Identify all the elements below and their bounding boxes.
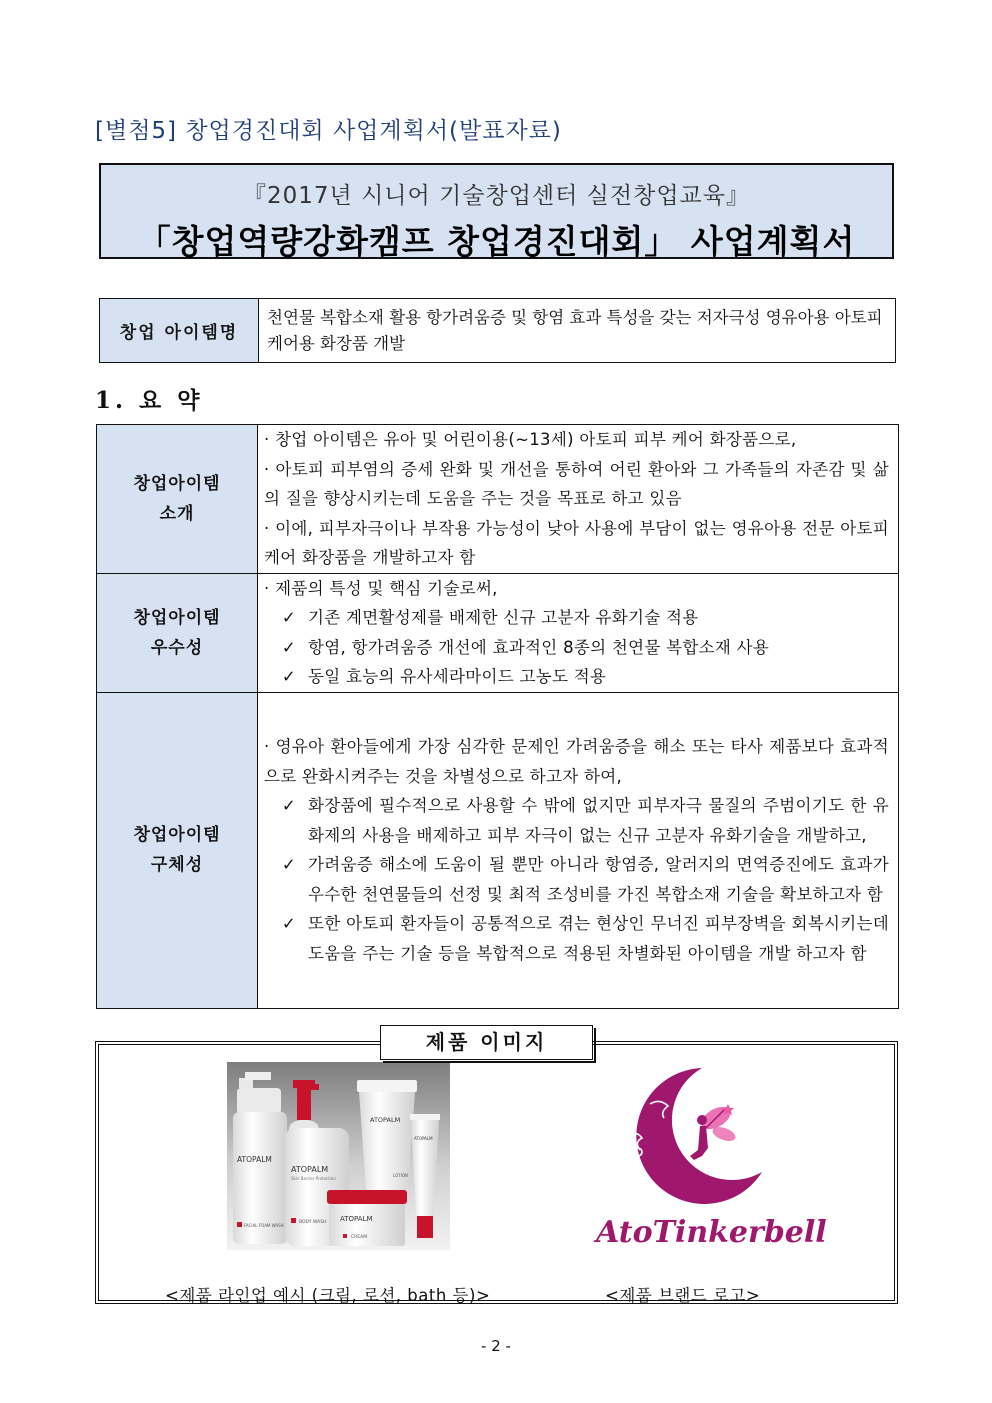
checklist-text: 가려움증 해소에 도움이 될 뿐만 아니라 항염증, 알러지의 면역증진에도 효과가 우수한 천연물들의 선정 및 최적 조성비를 가진 복합소재 기술을 확보하고자 함 [308,855,889,904]
summary-label-concreteness [97,692,258,1008]
check-icon: ✓ [281,855,296,874]
startup-item-label: 창업 아이템명 [100,299,259,363]
intro-paragraph-2: · 아토피 피부염의 증세 완화 및 개선을 통하여 어린 환아와 그 가족들의 자존감 및 삶의 질을 향상시키는데 도움을 주는 것을 목표로 하고 있음 [264,459,889,508]
foam-product-label: FACIAL FOAM WASH [244,1223,284,1228]
checklist-item [264,662,889,692]
summary-row-concreteness [97,692,899,1008]
brand-logo [590,1064,827,1254]
title-subtitle: 『2017년 시니어 기술창업센터 실전창업교육』 [243,183,750,209]
caption-product-lineup: <제품 라인업 예시 (크림, 로션, bath 등)> [165,1286,491,1305]
summary-label-intro [97,425,258,574]
check-icon: ✓ [281,796,296,815]
checklist-text: 기존 계면활성제를 배제한 신규 고분자 유화기술 적용 [308,608,699,627]
section-title: 1. 요 약 [95,387,204,414]
checklist-text: 동일 효능의 유사세라마이드 고농도 적용 [308,667,607,686]
page-number: - 2 - [481,1337,511,1355]
label-line: 창업아이템 [133,473,221,494]
concreteness-lead: · 영유아 환아들에게 가장 심각한 문제인 가려움증을 해소 또는 타사 제품보다 효과적으로 완화시켜주는 것을 차별성으로 하고자 하여, [264,737,889,786]
label-line: 소개 [159,503,195,524]
document-title-box [99,163,894,259]
summary-row-excellence [97,573,899,692]
title-main: 「창업역량강화캠프 창업경진대회」 사업계획서 [137,222,856,261]
foam-brand-label: ATOPALM [237,1155,272,1164]
body-brand-label: ATOPALM [291,1165,329,1174]
attachment-label: [별첨5] 창업경진대회 사업계획서(발표자료) [95,118,562,144]
logo-wordmark: AtoTinkerbell [596,1215,827,1250]
tube-product-label: LOTION [393,1173,408,1178]
summary-value-excellence [258,573,899,692]
check-icon: ✓ [281,608,296,627]
summary-row-intro [97,425,899,574]
label-line: 창업아이템 [133,607,221,628]
startup-item-value: 천연물 복합소재 활용 항가려움증 및 항염 효과 특성을 갖는 저자극성 영유아용 아토피 케어용 화장품 개발 [259,299,896,363]
slim-tube-brand-label: ATOPALM [414,1136,433,1141]
intro-paragraph-3: · 이에, 피부자극이나 부작용 가능성이 낮아 사용에 부담이 없는 영유아용 전문 아토피 케어 화장품을 개발하고자 함 [264,518,889,567]
product-lineup-photo [227,1062,450,1250]
body-sub-label: Skin Barrier Protection [291,1176,336,1181]
checklist-item [264,603,889,633]
caption-brand-logo: <제품 브랜드 로고> [605,1286,761,1305]
product-image-tab: 제품 이미지 [380,1025,593,1060]
body-product-label: BODY WASH [299,1220,327,1225]
checklist-text: 또한 아토피 환자들이 공통적으로 겪는 현상인 무너진 피부장벽을 회복시키는데 도움을 주는 기술 등을 복합적으로 적용된 차별화된 아이템을 개발 하고자 함 [308,914,889,963]
summary-value-concreteness [258,692,899,1008]
summary-label-excellence [97,573,258,692]
label-line: 구체성 [150,855,204,875]
startup-item-table [99,298,896,363]
label-line: 우수성 [150,637,204,658]
check-icon: ✓ [281,667,296,686]
checklist-item [264,909,889,968]
checklist-item [264,850,889,909]
checklist-item [264,633,889,663]
cream-brand-label: ATOPALM [340,1215,373,1223]
intro-paragraph-1: · 창업 아이템은 유아 및 어린이용(~13세) 아토피 피부 케어 화장품으로, [264,430,797,449]
check-icon: ✓ [281,914,296,933]
fairy-icon [690,1102,737,1160]
checklist-item [264,791,889,850]
checklist-text: 화장품에 필수적으로 사용할 수 밖에 없지만 피부자극 물질의 주범이기도 한 유화제의 사용을 배제하고 피부 자극이 없는 신규 고분자 유화기술을 개발하고, [308,796,889,845]
label-line: 창업아이템 [133,825,221,845]
cream-product-label: CREAM [351,1235,368,1240]
tube-brand-label: ATOPALM [370,1116,401,1124]
summary-value-intro [258,425,899,574]
excellence-lead: · 제품의 특성 및 핵심 기술로써, [264,578,498,598]
summary-table [96,424,899,1009]
checklist-text: 항염, 항가려움증 개선에 효과적인 8종의 천연물 복합소재 사용 [308,637,770,657]
check-icon: ✓ [281,637,296,657]
